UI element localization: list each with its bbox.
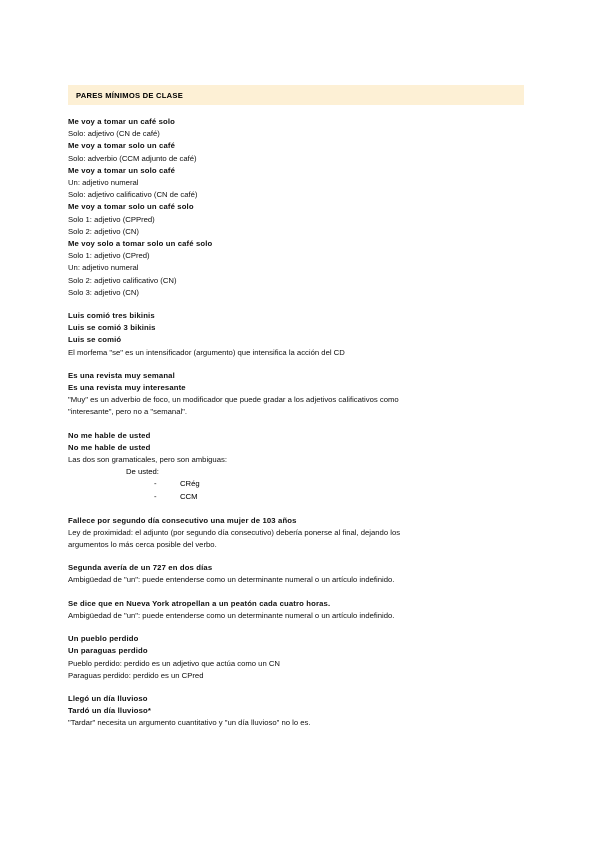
list-item-label: CCM [180,492,198,502]
list-item-label: CRég [180,479,200,489]
text-line: Un paraguas perdido [68,646,148,656]
text-line: Luis se comió 3 bikinis [68,323,156,333]
text-line: Me voy a tomar solo un café solo [68,202,194,212]
dash-bullet: - [154,479,157,489]
text-line: No me hable de usted [68,442,151,452]
text-block [68,693,528,730]
text-line: Me voy a tomar solo un café [68,141,176,151]
text-line: Solo 2: adjetivo calificativo (CN) [68,275,177,285]
text-line: Fallece por segundo día consecutivo una mujer de 103 años [68,515,297,525]
text-line: Me voy a tomar un solo café [68,165,176,175]
text-subline: De usted: [126,467,159,477]
text-line: Es una revista muy semanal [68,370,175,380]
text-line: Solo: adverbio (CCM adjunto de café) [68,153,197,163]
page-title: PARES MÍNIMOS DE CLASE [76,90,184,100]
text-line: El morfema "se" es un intensificador (argumento) que intensifica la acción del CD [68,347,345,357]
text-line: Solo 3: adjetivo (CN) [68,287,139,297]
text-line: Llegó un día lluvioso [68,693,148,703]
text-line: Ambigüedad de "un": puede entenderse como un determinante numeral o un artículo indefinido. [68,575,395,585]
text-line: Paraguas perdido: perdido es un CPred [68,670,204,680]
text-line: Es una revista muy interesante [68,383,186,393]
text-block [68,370,528,419]
text-block [68,430,528,504]
document-body [68,116,528,741]
text-line: Un: adjetivo numeral [68,263,139,273]
text-line: "Muy" es un adverbio de foco, un modificador que puede gradar a los adjetivos calificativos como [68,395,399,405]
text-line: Me voy solo a tomar solo un café solo [68,239,213,249]
text-line: Solo: adjetivo calificativo (CN de café) [68,190,198,200]
text-line: Solo 2: adjetivo (CN) [68,226,139,236]
page-title-banner [68,85,524,105]
text-line: Solo 1: adjetivo (CPPred) [68,214,155,224]
text-line: Se dice que en Nueva York atropellan a un peatón cada cuatro horas. [68,598,331,608]
text-line: Me voy a tomar un café solo [68,117,176,126]
text-line: "Tardar" necesita un argumento cuantitativo y "un día lluvioso" no lo es. [68,718,311,728]
text-block [68,633,528,682]
text-line: Luis comió tres bikinis [68,311,155,321]
text-block [68,515,528,552]
text-line: "interesante", pero no a "semanal". [68,407,188,417]
dash-bullet: - [154,492,157,502]
text-line: No me hable de usted [68,430,151,440]
text-block [68,598,528,622]
text-block [68,562,528,586]
text-line: Las dos son gramaticales, pero son ambiguas: [68,455,227,465]
list-item [68,478,528,491]
text-line: Solo: adjetivo (CN de café) [68,129,160,139]
text-line: Luis se comió [68,335,122,345]
text-line: Un pueblo perdido [68,634,139,644]
text-block [68,116,528,299]
text-block [68,310,528,359]
text-line: Ley de proximidad: el adjunto (por segundo día consecutivo) debería ponerse al final, dejando los [68,527,401,537]
text-line: Pueblo perdido: perdido es un adjetivo que actúa como un CN [68,658,280,668]
text-line: Ambigüedad de "un": puede entenderse como un determinante numeral o un artículo indefinido. [68,610,395,620]
text-line: Solo 1: adjetivo (CPred) [68,251,150,261]
text-line: Un: adjetivo numeral [68,178,139,188]
text-line: argumentos lo más cerca posible del verbo. [68,540,217,550]
list-item [68,491,528,504]
text-line: Segunda avería de un 727 en dos días [68,563,213,573]
text-line: Tardó un día lluvioso* [68,706,152,716]
